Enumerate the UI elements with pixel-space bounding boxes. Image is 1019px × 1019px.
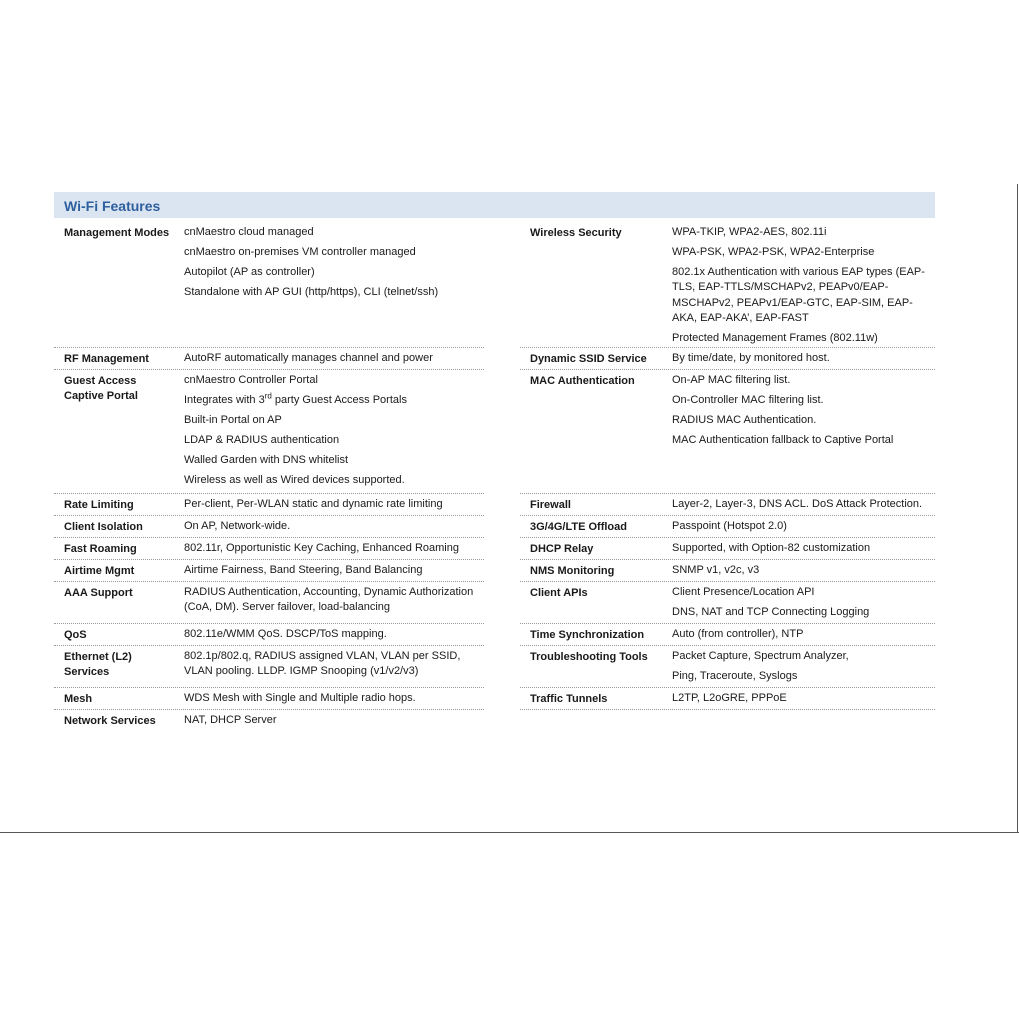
feature-row (520, 348, 935, 370)
feature-row (520, 646, 935, 688)
feature-value: Client Presence/Location API (672, 586, 815, 598)
feature-value: WPA-PSK, WPA2-PSK, WPA2-Enterprise (672, 246, 875, 259)
feature-values (184, 646, 484, 683)
feature-value: DNS, NAT and TCP Connecting Logging (672, 606, 870, 619)
feature-value: SNMP v1, v2c, v3 (672, 564, 760, 576)
feature-values (672, 494, 935, 515)
feature-values (184, 538, 484, 559)
feature-value: RADIUS Authentication, Accounting, Dynamic Authorization (CoA, DM). Server failover, load-balancing (184, 586, 474, 614)
features-right-column (520, 222, 935, 710)
feature-label: Firewall (530, 499, 571, 511)
feature-values (184, 688, 484, 709)
feature-value: MAC Authentication fallback to Captive Portal (672, 434, 894, 447)
feature-label: Guest Access Captive Portal (64, 375, 138, 402)
feature-label: Management Modes (64, 227, 170, 239)
feature-value: Walled Garden with DNS whitelist (184, 454, 349, 467)
feature-row (520, 582, 935, 624)
feature-value: Per-client, Per-WLAN static and dynamic rate limiting (184, 498, 443, 510)
feature-label: Dynamic SSID Service (530, 353, 647, 365)
feature-values (184, 582, 484, 619)
feature-value: Layer-2, Layer-3, DNS ACL. DoS Attack Protection. (672, 498, 923, 510)
feature-row (520, 688, 935, 710)
feature-row (54, 688, 484, 710)
feature-label: Time Synchronization (530, 629, 645, 641)
feature-value: Auto (from controller), NTP (672, 628, 804, 640)
feature-value: Autopilot (AP as controller) (184, 266, 315, 279)
feature-label: Fast Roaming (64, 543, 137, 555)
feature-values (672, 516, 935, 537)
feature-values (184, 222, 484, 304)
feature-label: Wireless Security (530, 227, 622, 239)
feature-row (54, 582, 484, 624)
feature-row (520, 494, 935, 516)
feature-label: Mesh (64, 693, 93, 705)
feature-values (184, 516, 484, 537)
feature-values (672, 370, 935, 452)
feature-row (54, 222, 484, 348)
feature-row (54, 494, 484, 516)
feature-row (54, 624, 484, 646)
feature-value: WDS Mesh with Single and Multiple radio hops. (184, 692, 416, 704)
feature-values (672, 646, 935, 687)
feature-values (672, 348, 935, 369)
feature-row (54, 538, 484, 560)
feature-value: AutoRF automatically manages channel and power (184, 352, 433, 364)
feature-label: 3G/4G/LTE Offload (530, 521, 627, 533)
feature-row (54, 710, 484, 731)
feature-values (184, 494, 484, 515)
feature-value: Supported, with Option-82 customization (672, 542, 871, 554)
feature-value: LDAP & RADIUS authentication (184, 434, 340, 447)
feature-value: cnMaestro on-premises VM controller managed (184, 246, 416, 259)
feature-row (520, 370, 935, 494)
feature-row (54, 370, 484, 494)
feature-row (54, 516, 484, 538)
feature-row (520, 624, 935, 646)
feature-values (672, 624, 935, 645)
feature-value: Built-in Portal on AP (184, 414, 282, 427)
feature-values (672, 582, 935, 623)
feature-row (54, 348, 484, 370)
feature-value: By time/date, by monitored host. (672, 352, 830, 364)
feature-row (54, 646, 484, 688)
feature-values (184, 624, 484, 645)
feature-values (672, 560, 935, 581)
feature-value: 802.1p/802.q, RADIUS assigned VLAN, VLAN per SSID, VLAN pooling. LLDP. IGMP Snooping (v1/v2/v3) (184, 650, 461, 678)
feature-value: Protected Management Frames (802.11w) (672, 332, 878, 345)
feature-value: NAT, DHCP Server (184, 714, 277, 726)
feature-label: RF Management (64, 353, 149, 365)
feature-label: NMS Monitoring (530, 565, 615, 577)
feature-label: DHCP Relay (530, 543, 594, 555)
feature-value: cnMaestro cloud managed (184, 226, 314, 238)
feature-value: Ping, Traceroute, Syslogs (672, 670, 798, 683)
section-header (54, 192, 935, 218)
feature-label: AAA Support (64, 587, 133, 599)
feature-label: Client Isolation (64, 521, 143, 533)
feature-row (520, 560, 935, 582)
feature-row (520, 222, 935, 348)
feature-values (184, 710, 484, 731)
feature-label: Traffic Tunnels (530, 693, 608, 705)
page-border-bottom (0, 832, 1019, 833)
feature-label: Network Services (64, 715, 156, 727)
feature-value: WPA-TKIP, WPA2-AES, 802.11i (672, 226, 827, 238)
feature-value: cnMaestro Controller Portal (184, 374, 318, 386)
feature-values (184, 370, 484, 492)
feature-value: On-Controller MAC filtering list. (672, 394, 824, 407)
feature-label: Ethernet (L2) Services (64, 651, 132, 678)
feature-label: Client APIs (530, 587, 588, 599)
feature-value: On-AP MAC filtering list. (672, 374, 791, 386)
feature-value: RADIUS MAC Authentication. (672, 414, 817, 427)
feature-label: QoS (64, 629, 87, 641)
feature-value: L2TP, L2oGRE, PPPoE (672, 692, 787, 704)
feature-values (184, 348, 484, 369)
feature-values (672, 688, 935, 709)
feature-label: MAC Authentication (530, 375, 635, 387)
feature-values (672, 222, 935, 349)
feature-value: 802.11r, Opportunistic Key Caching, Enhanced Roaming (184, 542, 459, 554)
section-title: Wi-Fi Features (64, 198, 161, 214)
feature-label: Airtime Mgmt (64, 565, 135, 577)
feature-value: Standalone with AP GUI (http/https), CLI (telnet/ssh) (184, 286, 439, 299)
feature-value: Airtime Fairness, Band Steering, Band Balancing (184, 564, 423, 576)
features-left-column (54, 222, 484, 731)
feature-value: Wireless as well as Wired devices supported. (184, 474, 405, 487)
feature-value: Passpoint (Hotspot 2.0) (672, 520, 787, 532)
feature-row (520, 516, 935, 538)
feature-value: Integrates with 3rd party Guest Access Portals (184, 391, 407, 407)
feature-values (184, 560, 484, 581)
feature-value: On AP, Network-wide. (184, 520, 291, 532)
feature-values (672, 538, 935, 559)
feature-row (54, 560, 484, 582)
feature-row (520, 538, 935, 560)
feature-label: Rate Limiting (64, 499, 134, 511)
feature-value: 802.11e/WMM QoS. DSCP/ToS mapping. (184, 628, 387, 640)
feature-value: 802.1x Authentication with various EAP types (EAP-TLS, EAP-TTLS/MSCHAPv2, PEAPv0/EAP-MSCHAPv2, PEAPv1/EAP-GTC, EAP-SIM, EAP-AKA, EAP-AKA’, EAP-FAST (672, 266, 925, 325)
feature-value: Packet Capture, Spectrum Analyzer, (672, 650, 849, 662)
page-border-right (1017, 184, 1018, 833)
feature-label: Troubleshooting Tools (530, 651, 648, 663)
